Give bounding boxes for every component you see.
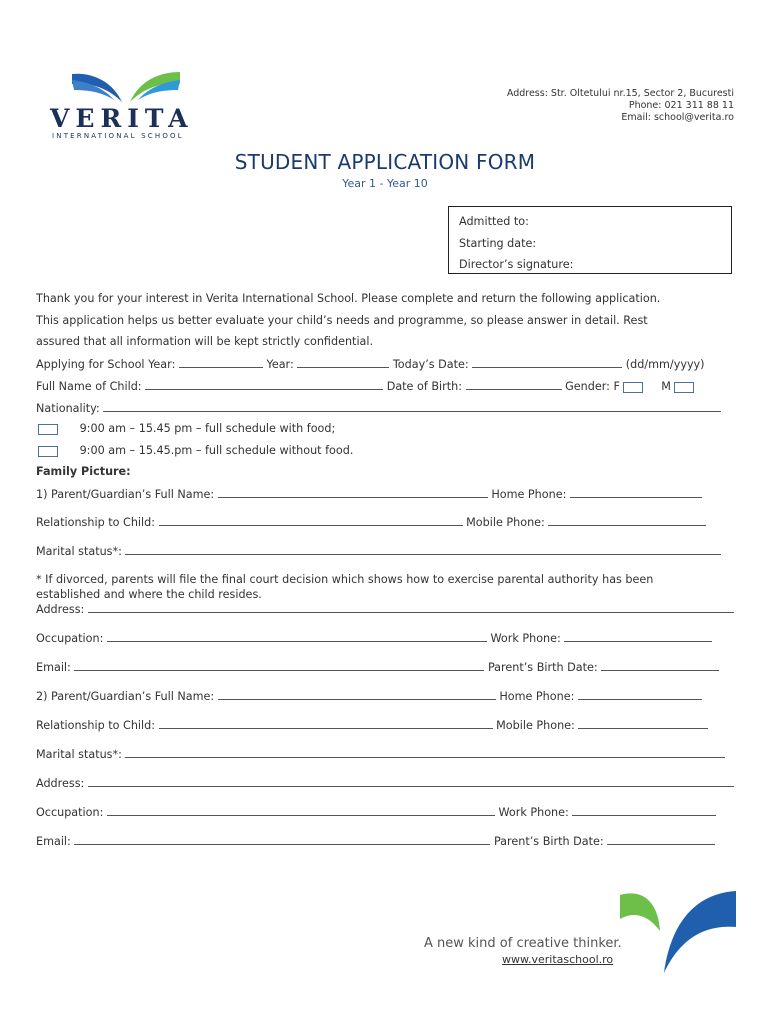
- nationality-row: [36, 401, 721, 415]
- todays-date-field[interactable]: [472, 357, 622, 368]
- family-picture-heading: Family Picture:: [36, 465, 131, 478]
- guardian1-email-label: Email:: [36, 661, 71, 674]
- footer-tagline: A new kind of creative thinker.: [424, 936, 622, 951]
- gender-male-label: M: [661, 380, 671, 393]
- gender-female-label: F: [613, 380, 620, 393]
- guardian2-occupation-field[interactable]: [107, 805, 495, 816]
- contact-block: [507, 88, 734, 124]
- contact-phone: Phone: 021 311 88 11: [628, 100, 734, 111]
- director-signature-label: Director’s signature:: [459, 258, 574, 271]
- page-title: STUDENT APPLICATION FORM: [234, 150, 536, 174]
- school-year-field[interactable]: [179, 357, 263, 368]
- starting-date-label: Starting date:: [459, 236, 537, 250]
- guardian1-birth-date-field[interactable]: [601, 660, 719, 671]
- guardian2-birth-date-label: Parent’s Birth Date:: [493, 835, 604, 848]
- year-label: Year:: [266, 358, 294, 371]
- guardian1-email-row: [36, 660, 719, 674]
- school-year-label: Applying for School Year:: [36, 358, 176, 371]
- page-subtitle: Year 1 - Year 10: [342, 177, 428, 190]
- guardian1-occupation-label: Occupation:: [36, 632, 104, 645]
- guardian1-work-phone-label: Work Phone:: [490, 632, 561, 645]
- schedule-without-food-label: 9:00 am – 15.45.pm – full schedule without food.: [79, 444, 354, 457]
- guardian2-occupation-label: Occupation:: [36, 806, 104, 819]
- guardian2-address-row: [36, 776, 734, 790]
- nationality-label: Nationality:: [36, 402, 100, 415]
- applying-row: [36, 357, 705, 371]
- admitted-label: Admitted to:: [459, 215, 529, 228]
- dob-field[interactable]: [466, 379, 562, 390]
- child-name-field[interactable]: [145, 379, 383, 390]
- intro-line-2: This application helps us better evaluate your child’s needs and programme, so please answer in detail. Rest: [36, 314, 648, 327]
- guardian1-marital-label: Marital status*:: [36, 545, 122, 558]
- guardian2-name-row: [36, 689, 702, 703]
- guardian2-relationship-row: [36, 718, 708, 732]
- guardian1-name-label: 1) Parent/Guardian’s Full Name:: [36, 488, 215, 501]
- date-format-label: (dd/mm/yyyy): [625, 358, 705, 371]
- guardian1-address-row: [36, 602, 734, 616]
- guardian2-name-label: 2) Parent/Guardian’s Full Name:: [36, 690, 215, 703]
- nationality-field[interactable]: [103, 401, 721, 412]
- guardian2-email-field[interactable]: [74, 834, 490, 845]
- guardian2-mobile-field[interactable]: [578, 718, 708, 729]
- guardian1-home-phone-label: Home Phone:: [491, 488, 567, 501]
- guardian1-occupation-field[interactable]: [107, 631, 487, 642]
- guardian1-birth-date-label: Parent’s Birth Date:: [487, 661, 598, 674]
- guardian1-mobile-field[interactable]: [548, 515, 706, 526]
- contact-address: Address: Str. Oltetului nr.15, Sector 2, Bucuresti: [506, 88, 734, 99]
- dob-label: Date of Birth:: [386, 380, 462, 393]
- gender-label: Gender:: [565, 380, 610, 393]
- guardian2-marital-field[interactable]: [125, 747, 725, 758]
- divorce-note-line-2: established and where the child resides.: [36, 588, 262, 601]
- guardian2-address-field[interactable]: [88, 776, 734, 787]
- schedule-without-food-row: [38, 444, 353, 457]
- guardian2-marital-label: Marital status*:: [36, 748, 122, 761]
- gender-female-checkbox[interactable]: [623, 382, 643, 393]
- schedule-with-food-row: [38, 422, 335, 435]
- guardian1-name-row: [36, 487, 702, 501]
- guardian2-name-field[interactable]: [218, 689, 496, 700]
- guardian1-relationship-label: Relationship to Child:: [36, 516, 156, 529]
- guardian1-email-field[interactable]: [74, 660, 484, 671]
- guardian1-occupation-row: [36, 631, 712, 645]
- verita-leaf-icon: [612, 885, 737, 975]
- todays-date-label: Today’s Date:: [392, 358, 469, 371]
- guardian2-home-phone-field[interactable]: [578, 689, 702, 700]
- logo-subtitle: INTERNATIONAL SCHOOL: [52, 132, 184, 140]
- admin-box: [448, 206, 732, 274]
- schedule-with-food-checkbox[interactable]: [38, 424, 58, 435]
- child-name-label: Full Name of Child:: [36, 380, 142, 393]
- divorce-note-line-1: * If divorced, parents will file the final court decision which shows how to exercise parental authority has been: [36, 573, 654, 586]
- guardian2-relationship-field[interactable]: [159, 718, 493, 729]
- gender-male-checkbox[interactable]: [674, 382, 694, 393]
- contact-email: Email: school@verita.ro: [621, 112, 734, 123]
- guardian2-mobile-label: Mobile Phone:: [496, 719, 575, 732]
- guardian1-address-label: Address:: [36, 603, 85, 616]
- guardian1-relationship-field[interactable]: [159, 515, 463, 526]
- intro-line-1: Thank you for your interest in Verita International School. Please complete and return the following application.: [36, 292, 661, 305]
- guardian2-home-phone-label: Home Phone:: [499, 690, 575, 703]
- child-row: [36, 379, 694, 393]
- guardian1-mobile-label: Mobile Phone:: [466, 516, 545, 529]
- guardian2-work-phone-label: Work Phone:: [498, 806, 569, 819]
- guardian1-work-phone-field[interactable]: [564, 631, 712, 642]
- guardian2-birth-date-field[interactable]: [607, 834, 715, 845]
- guardian1-name-field[interactable]: [218, 487, 488, 498]
- guardian1-marital-row: [36, 544, 721, 558]
- guardian2-relationship-label: Relationship to Child:: [36, 719, 156, 732]
- guardian2-marital-row: [36, 747, 725, 761]
- guardian1-marital-field[interactable]: [125, 544, 721, 555]
- guardian2-email-label: Email:: [36, 835, 71, 848]
- guardian1-relationship-row: [36, 515, 706, 529]
- intro-line-3: assured that all information will be kept strictly confidential.: [36, 335, 374, 348]
- guardian1-home-phone-field[interactable]: [570, 487, 702, 498]
- schedule-with-food-label: 9:00 am – 15.45 pm – full schedule with food;: [79, 422, 336, 435]
- guardian2-work-phone-field[interactable]: [572, 805, 716, 816]
- guardian2-address-label: Address:: [36, 777, 85, 790]
- year-field[interactable]: [297, 357, 389, 368]
- schedule-without-food-checkbox[interactable]: [38, 446, 58, 457]
- guardian2-occupation-row: [36, 805, 716, 819]
- footer-website-link[interactable]: www.veritaschool.ro: [502, 953, 614, 966]
- guardian2-email-row: [36, 834, 715, 848]
- logo-name: VERITA: [50, 104, 194, 133]
- guardian1-address-field[interactable]: [88, 602, 734, 613]
